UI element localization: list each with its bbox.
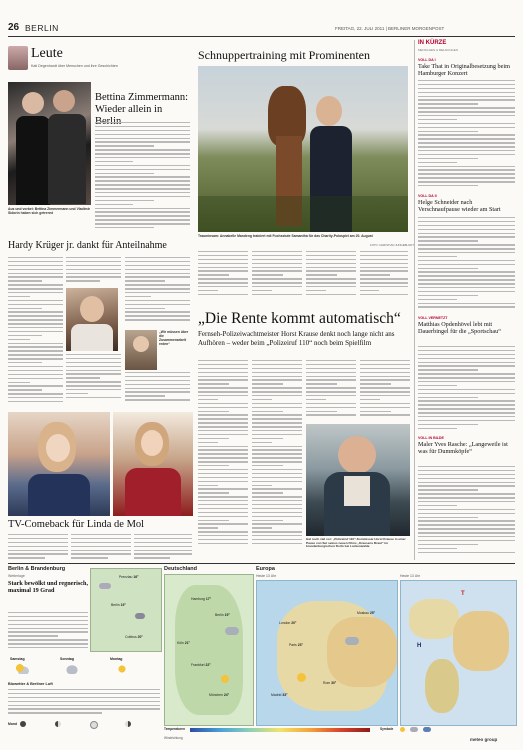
krueger-text-col1 (8, 257, 63, 407)
moon-icon (125, 721, 131, 727)
eu-map (256, 580, 398, 726)
item4-title: Maler Yves Rasche: „Langeweile ist was für Dummköpfe“ (418, 441, 508, 456)
leute-title: Leute (31, 46, 63, 61)
zimmermann-photo (8, 82, 91, 205)
eu-city-2: Rom 30° (323, 681, 337, 685)
rente-text-col3 (306, 360, 356, 420)
krueger-quote: „Wir müssen über die Zusammenarbeit reden“ (159, 330, 189, 346)
de-city-0: Hamburg 17° (191, 597, 212, 601)
item2-title: Helge Schneider nach Verschnaufpause wieder am Start (418, 199, 501, 214)
linda-text-col1 (8, 534, 68, 562)
eu-title: Europa (256, 566, 275, 572)
item2-kicker: VOLL DA II (418, 194, 437, 198)
wind-label: Windrichtung (164, 736, 183, 740)
sun-icon (297, 673, 306, 682)
item1-text (418, 80, 515, 190)
de-city-4: München 24° (209, 693, 230, 697)
masthead-rule (8, 36, 515, 37)
de-title: Deutschland (164, 566, 198, 572)
krueger-photo (66, 288, 118, 351)
moon-label: Mond (8, 722, 18, 726)
item4-text (418, 466, 515, 558)
bb-day: Wetterlage (8, 574, 25, 578)
zimmermann-headline: Bettina Zimmermann: Wieder allein in (95, 92, 189, 115)
linda-photo-2 (113, 412, 193, 516)
de-map (164, 574, 254, 726)
krueger-text-col3b (125, 372, 190, 407)
de-city-2: Köln 21° (177, 641, 190, 645)
sun-icon (221, 675, 229, 683)
forecast-day-1: Sonntag (60, 657, 74, 661)
issue-date: FREITAG, 22. JULI 2011 | BERLINER MORGENPOST (335, 26, 445, 31)
rain-icon (135, 613, 145, 619)
krueger-text-col2b (66, 354, 121, 404)
forecast-cloud-icon (65, 664, 79, 674)
cloud-icon (99, 583, 111, 589)
zimmermann-caption: Aus und vorbei: Bettina Zimmermann und Vladimir Sidorin haben sich getrennt (8, 207, 90, 215)
casting-text-col4 (360, 251, 408, 301)
bio-text (8, 689, 160, 717)
leute-byline: Kati Degenhardt über Menschen und ihre Geschichten (31, 64, 118, 68)
forecast-day-0: Samstag (10, 657, 25, 661)
bio-title: Biowetter & Berliner Luft (8, 682, 53, 686)
bb-text (8, 612, 88, 652)
de-city-1: Berlin 19° (215, 613, 230, 617)
moon-icon (55, 721, 61, 727)
de-city-3: Frankfurt 22° (191, 663, 211, 667)
eu-time: Heute 13 Uhr (256, 574, 277, 578)
horse-photo (198, 66, 408, 232)
leute-header (8, 46, 192, 84)
high-pressure-icon: H (417, 643, 422, 649)
cloud-icon (345, 637, 359, 645)
eu-city-0: London 20° (279, 621, 297, 625)
linda-headline: TV-Comeback für Linda de Mol (8, 519, 145, 530)
horse-caption: Trauminsam: Annabelle Mandeng trainiert mit Fuchsstute Samantha für das Charity-Polospiel am 20. August (198, 234, 373, 238)
legend-cloud-icon (410, 727, 418, 732)
bb-city-0: Prenzlau 16° (119, 575, 139, 579)
bb-city-1: Berlin 19° (111, 603, 126, 607)
bb-title: Berlin & Brandenburg (8, 566, 66, 572)
rente-subhead: Fernseh-Polizeiwachtmeister Horst Krause denkt noch lange nicht ans Aufhören – weder beim „Polizeiruf 110“ noch beim Spielfilm (198, 330, 395, 347)
eu-city-4: Moskau 25° (357, 611, 375, 615)
linda-text-col3 (134, 534, 192, 562)
rente-text-col1 (198, 360, 248, 550)
item4-kicker: VOLL IN BILDE (418, 436, 444, 440)
item3-kicker: VOLL VERNETZT (418, 316, 448, 320)
author-avatar (8, 46, 28, 70)
item1-kicker: VOLL DA I (418, 58, 436, 62)
casting-text-col1 (198, 251, 248, 301)
bb-city-2: Cottbus 20° (125, 635, 143, 639)
moon-icon (90, 721, 98, 729)
krueger-headline: Hardy Krüger jr. dankt für Anteilnahme (8, 240, 167, 251)
world-time: Heute 13 Uhr (400, 574, 421, 578)
item3-title: Matthias Opdenhövel lebt mit Dauerbingel für die „Sportschau“ (418, 321, 501, 336)
weather-rule (8, 563, 515, 564)
cloud-icon (225, 627, 239, 635)
item3-text (418, 346, 515, 432)
legend-sun-icon (400, 727, 405, 732)
casting-text-col2 (252, 251, 302, 301)
casting-headline: Schnuppertraining mit Prominenten (198, 48, 370, 62)
moon-phases (20, 721, 160, 729)
rente-headline: „Die Rente kommt automatisch“ (198, 310, 401, 327)
forecast-sun-cloud-icon (15, 664, 29, 674)
zimmermann-text (95, 122, 190, 235)
forecast-sun-icon (115, 664, 129, 674)
rente-text-col4 (360, 360, 410, 420)
krueger-child-photo (125, 330, 157, 370)
horse-photo-credit: FOTO: CHRISTIAN JUNGEBLODT (370, 243, 414, 247)
inkuerze-subtitle: MENSCHEN & MELDUNGEN (418, 48, 459, 52)
eu-city-3: Madrid 33° (271, 693, 288, 697)
casting-text-col3 (306, 251, 356, 301)
moon-icon (20, 721, 26, 727)
temperature-scale (190, 728, 370, 732)
linda-photo (8, 412, 110, 516)
symbols-legend-label: Symbole (380, 727, 394, 731)
krueger-text-col2 (66, 257, 121, 285)
legend-rain-icon (423, 727, 431, 732)
bb-headline: Stark bewölkt und regnerisch, maximal 19 Grad (8, 580, 88, 594)
section-name: BERLIN (25, 23, 59, 33)
krueger-text-col3 (125, 257, 190, 327)
krause-photo (306, 424, 410, 536)
world-map (400, 580, 517, 726)
bb-map (90, 568, 162, 652)
forecast-day-2: Montag (110, 657, 123, 661)
temperature-scale-label: Temperaturen (164, 727, 186, 731)
low-pressure-icon: T (461, 591, 465, 597)
weather-credit: meteo group (470, 737, 498, 742)
sidebar-rule (414, 40, 415, 560)
inkuerze-title: IN KÜRZE (418, 40, 447, 46)
linda-text-col2 (71, 534, 131, 562)
item1-title: Take That in Originalbesetzung beim Hamburger Konzert (418, 63, 510, 78)
item2-text (418, 217, 515, 312)
krause-caption: Hat noch viel vor: „Polizeiruf 110“-Kommissar Horst Krause in einer Pause von Set seines neuen Films „Krausens Braut“ im brandenburgischen Dorfe bei Luckenwalde (306, 537, 406, 549)
rente-text-col2 (252, 360, 302, 550)
eu-city-1: Paris 23° (289, 643, 303, 647)
page-number: 26 (8, 22, 20, 33)
